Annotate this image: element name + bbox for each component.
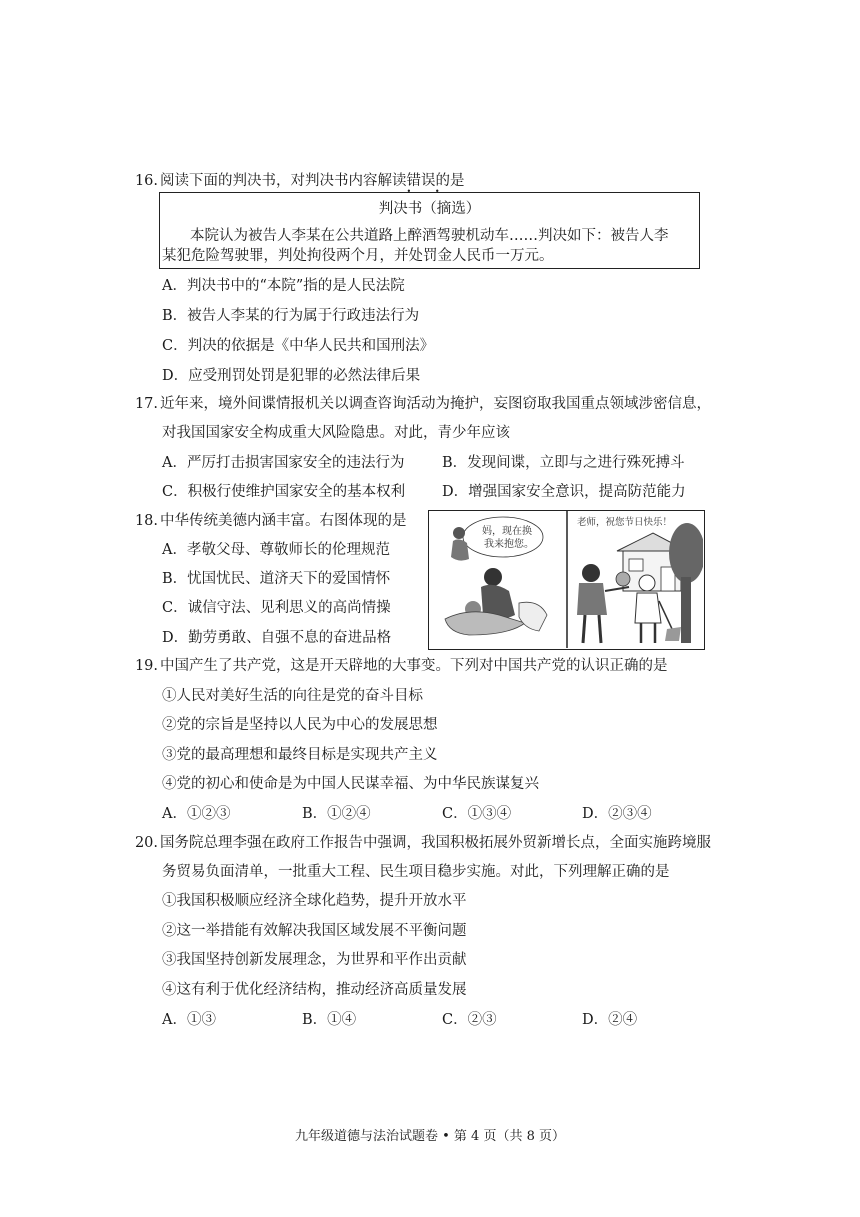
judgment-line-1: 本院认为被告人李某在公共道路上醉酒驾驶机动车……判决如下：被告人李 <box>190 228 669 244</box>
q19-statement-4: ④党的初心和使命是为中国人民谋幸福、为中华民族谋复兴 <box>162 776 539 792</box>
q16-stem <box>128 171 465 191</box>
q20-option-b: B．①④ <box>302 1012 357 1028</box>
q17-stem-line-1 <box>128 394 711 414</box>
q18-number: 18. <box>134 513 158 529</box>
q19-number: 19. <box>134 658 158 674</box>
judgment-box <box>159 192 700 269</box>
q17-option-d: D．增强国家安全意识，提高防范能力 <box>442 484 686 500</box>
q19-stem-text: 中国产生了共产党，这是开天辟地的大事变。下列对中国共产党的认识正确的是 <box>160 658 668 674</box>
q18-option-d: D．勤劳勇敢、自强不息的奋进品格 <box>162 630 392 646</box>
q16-number: 16. <box>134 173 158 189</box>
q19-option-b: B．①②④ <box>302 806 371 822</box>
q17-stem-text-1: 近年来，境外间谍情报机关以调查咨询活动为掩护，妄图窃取我国重点领域涉密信息， <box>160 396 711 412</box>
q16-option-c: C．判决的依据是《中华人民共和国刑法》 <box>162 338 435 354</box>
q18-option-c: C．诚信守法、见利思义的高尚情操 <box>162 600 391 616</box>
q16-option-b: B．被告人李某的行为属于行政违法行为 <box>162 308 420 324</box>
q20-statement-4: ④这有利于优化经济结构，推动经济高质量发展 <box>162 982 467 998</box>
q19-option-c: C．①③④ <box>442 806 512 822</box>
q20-stem-line-1 <box>128 833 711 853</box>
q19-stem <box>128 656 668 676</box>
q16-stem-after: 的是 <box>435 173 465 189</box>
judgment-title: 判决书（摘选） <box>378 201 481 217</box>
q20-statement-1: ①我国积极顺应经济全球化趋势，提升开放水平 <box>162 893 467 909</box>
judgment-line-2: 某犯危险驾驶罪，判处拘役两个月，并处罚金人民币一万元。 <box>162 248 554 264</box>
q17-number: 17. <box>134 396 158 412</box>
q19-statement-1: ①人民对美好生活的向往是党的奋斗目标 <box>162 688 423 704</box>
q18-comic <box>428 510 705 650</box>
comic-left-caption-2: 我来抱您。 <box>484 539 534 550</box>
q19-option-d: D．②③④ <box>582 806 652 822</box>
q17-option-a: A．严厉打击损害国家安全的违法行为 <box>162 455 405 471</box>
q16-stem-emphasis: 错误 • • <box>407 171 436 191</box>
q18-option-b: B．忧国忧民、道济天下的爱国情怀 <box>162 571 391 587</box>
q20-statement-2: ②这一举措能有效解决我国区域发展不平衡问题 <box>162 923 467 939</box>
q17-option-b: B．发现间谍，立即与之进行殊死搏斗 <box>442 455 685 471</box>
q20-number: 20. <box>134 835 158 851</box>
page-footer: 九年级道德与法治试题卷 • 第 4 页（共 8 页） <box>294 1129 565 1144</box>
q18-stem <box>128 511 407 531</box>
q16-stem-before: 阅读下面的判决书，对判决书内容解读 <box>160 173 407 189</box>
q16-option-d: D．应受刑罚处罚是犯罪的必然法律后果 <box>162 368 421 384</box>
q19-statement-3: ③党的最高理想和最终目标是实现共产主义 <box>162 747 438 763</box>
q16-option-a: A．判决书中的“本院”指的是人民法院 <box>162 278 405 294</box>
comic-illustration <box>429 511 703 648</box>
q20-statement-3: ③我国坚持创新发展理念，为世界和平作出贡献 <box>162 952 467 968</box>
comic-left-caption-1: 妈，现在换 <box>482 526 532 537</box>
q20-option-c: C．②③ <box>442 1012 497 1028</box>
q19-option-a: A．①②③ <box>162 806 231 822</box>
q18-option-a: A．孝敬父母、尊敬师长的伦理规范 <box>162 542 390 558</box>
q20-option-a: A．①③ <box>162 1012 216 1028</box>
q17-option-c: C．积极行使维护国家安全的基本权利 <box>162 484 406 500</box>
q17-stem-line-2: 对我国国家安全构成重大风险隐患。对此，青少年应该 <box>162 425 510 441</box>
q20-option-d: D．②④ <box>582 1012 638 1028</box>
q18-stem-text: 中华传统美德内涵丰富。右图体现的是 <box>160 513 407 529</box>
q20-stem-line-2: 务贸易负面清单，一批重大工程、民生项目稳步实施。对此，下列理解正确的是 <box>162 864 670 880</box>
q20-stem-text-1: 国务院总理李强在政府工作报告中强调，我国积极拓展外贸新增长点，全面实施跨境服 <box>160 835 711 851</box>
q19-statement-2: ②党的宗旨是坚持以人民为中心的发展思想 <box>162 717 438 733</box>
comic-right-caption: 老师，祝您节日快乐！ <box>577 517 673 528</box>
